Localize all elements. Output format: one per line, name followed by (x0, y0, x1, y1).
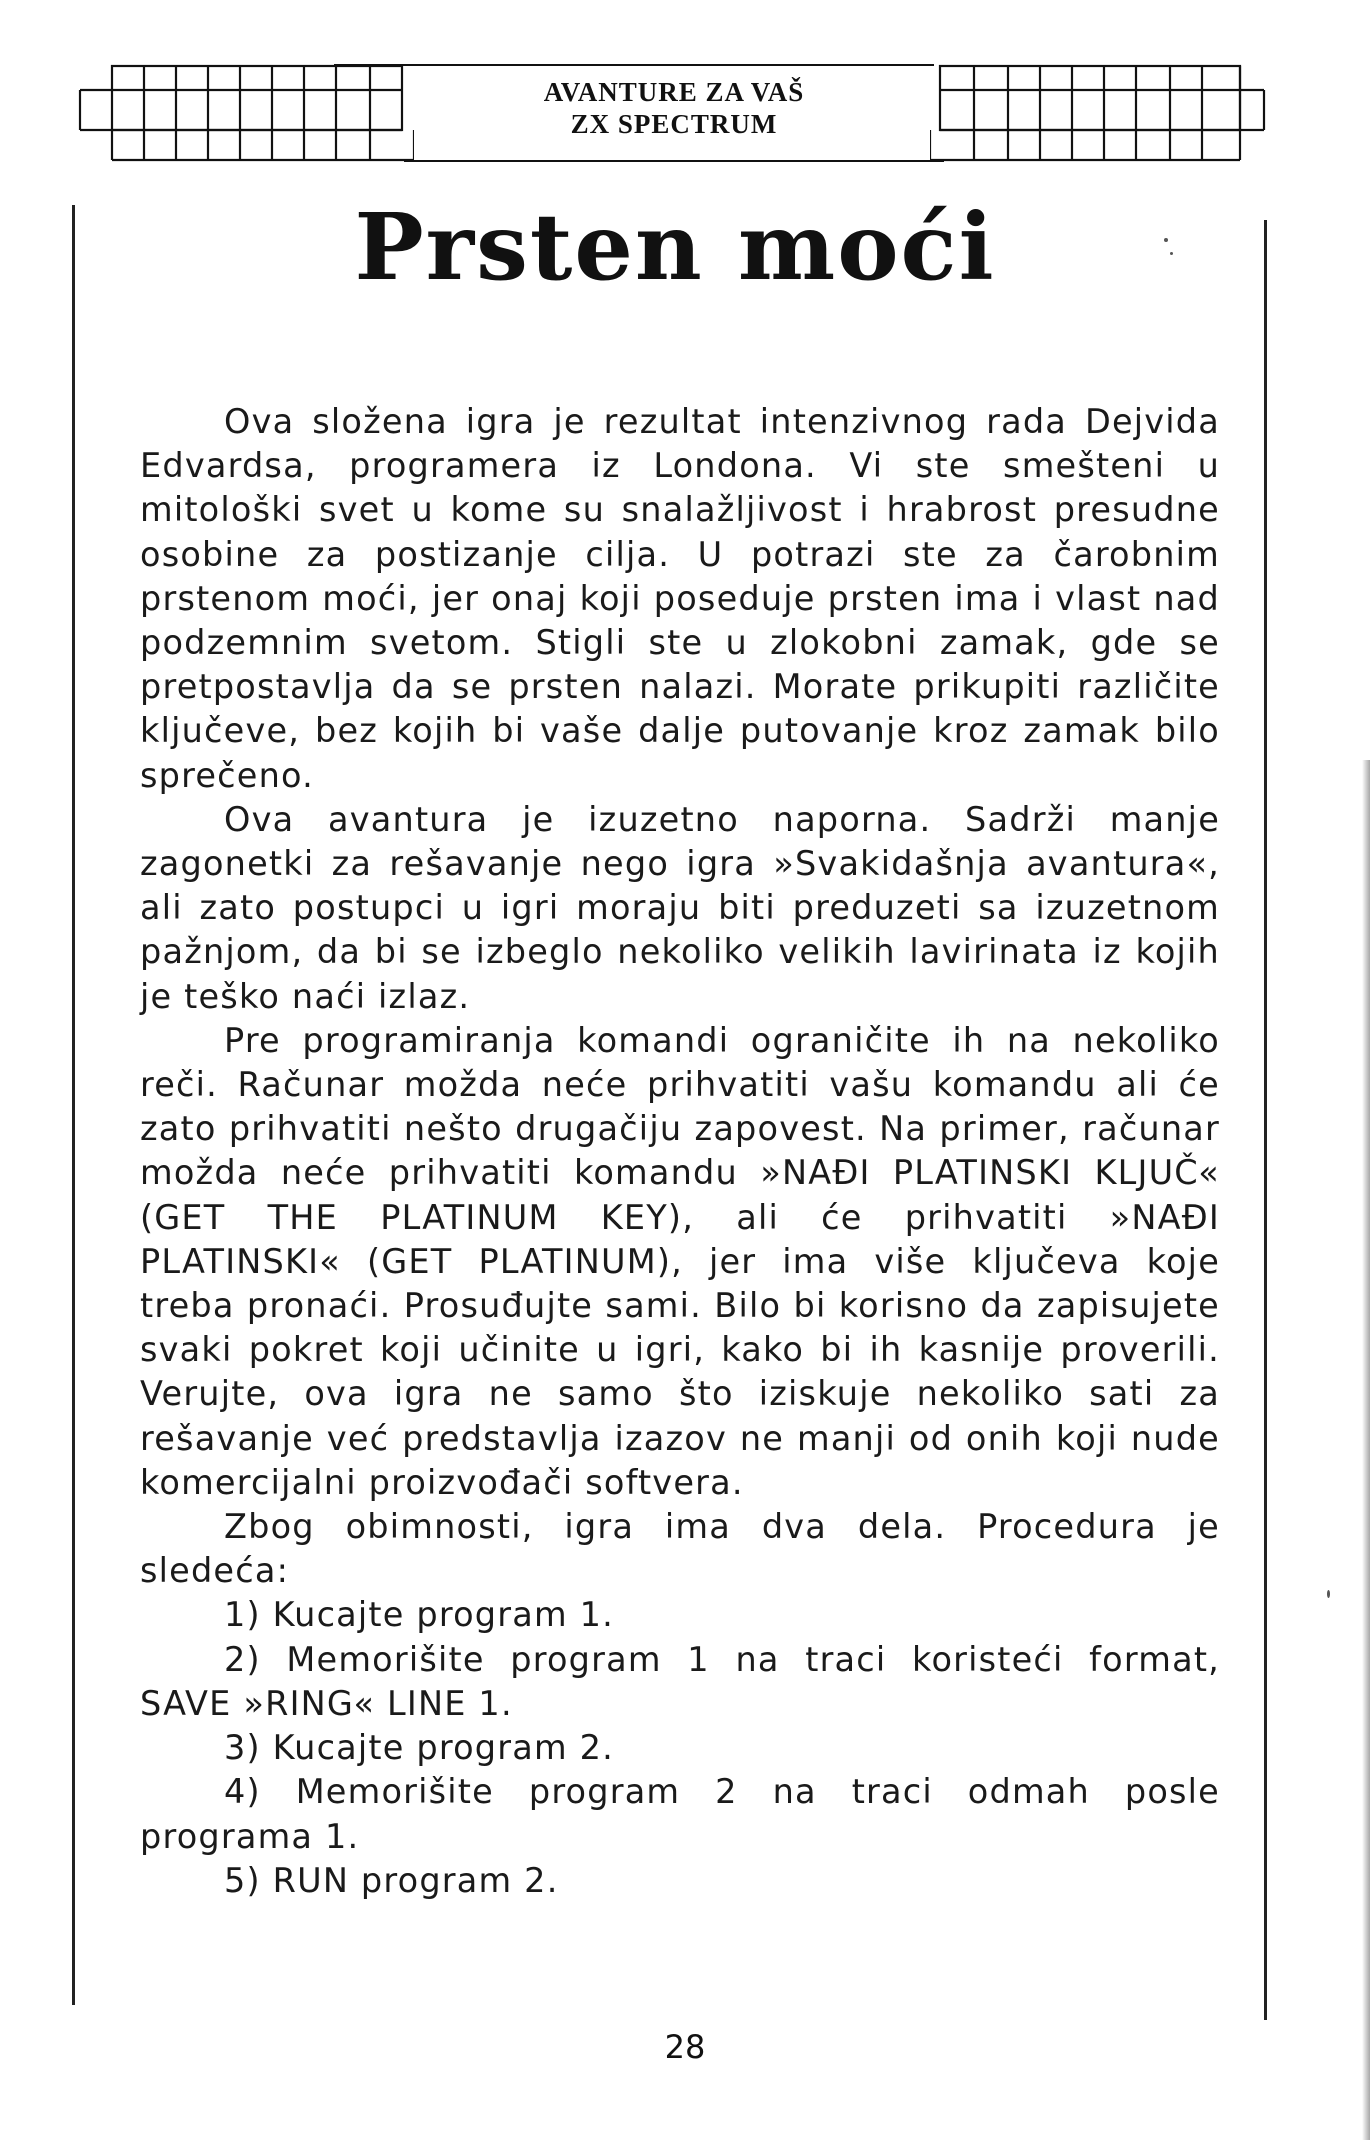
procedure-step-2: 2) Memorišite program 1 na traci koristeći format, SAVE »RING« LINE 1. (140, 1639, 1220, 1723)
procedure-step-5: 5) RUN program 2. (224, 1860, 559, 1900)
article-body (140, 400, 1220, 1903)
procedure-step-4: 4) Memorišite program 2 na traci odmah posle programa 1. (140, 1772, 1220, 1856)
paragraph-1: Ova složena igra je rezultat intenzivnog rada Dejvida Edvardsa, programera iz Londona. Vi ste smešteni u mitološki svet u kome su snalažljivost i hrabrost presudne osobine za postizanje cilja. U potrazi ste za čarobnim prstenom moći, jer onaj koji poseduje prsten ima i vlast nad podzemnim svetom. Stigli ste u zlokobni zamak, gde se pretpostavlja da se prsten nalazi. Morate prikupiti različite ključeve, bez kojih bi vaše dalje putovanje kroz zamak bilo sprečeno. (140, 402, 1220, 795)
section-header (74, 56, 1270, 164)
left-grid-ornament (74, 56, 414, 164)
page-number: 28 (664, 2028, 706, 2066)
procedure-step-1: 1) Kucajte program 1. (224, 1595, 615, 1635)
right-grid-ornament (930, 56, 1270, 164)
scan-speck (1327, 1590, 1330, 1598)
paragraph-3: Pre programiranja komandi ograničite ih na nekoliko reči. Računar možda neće prihvatiti vašu komandu ali će zato prihvatiti nešto drugačiju zapovest. Na primer, računar možda neće prihvatiti komandu »NAĐI PLATINSKI KLJUČ« (GET THE PLATINUM KEY), ali će prihvatiti »NAĐI PLATINSKI« (GET PLATINUM), jer ima više ključeva koje treba pronaći. Prosuđujte sami. Bilo bi korisno da zapisujete svaki pokret koji učinite u igri, kako bi ih kasnije proverili. Verujte, ova igra ne samo što iziskuje nekoliko sati za rešavanje već predstavlja izazov ne manji od onih koji nude komercijalni proizvođači softvera. (140, 1020, 1220, 1502)
scan-speck (1164, 238, 1168, 242)
scan-speck (1170, 252, 1173, 255)
header-title (404, 76, 944, 140)
header-underline (404, 160, 944, 162)
page-edge-shadow (1362, 760, 1370, 2140)
right-margin-rule (1264, 220, 1267, 2020)
header-overline (334, 64, 934, 66)
header-title-line-1: AVANTURE ZA VAŠ (543, 77, 805, 107)
header-title-line-2: ZX SPECTRUM (570, 109, 778, 139)
procedure-step-3: 3) Kucajte program 2. (224, 1728, 615, 1768)
paragraph-4: Zbog obimnosti, igra ima dva dela. Procedura je sledeća: (140, 1507, 1220, 1591)
paragraph-2: Ova avantura je izuzetno naporna. Sadrži manje zagonetki za rešavanje nego igra »Svakidašnja avantura«, ali zato postupci u igri moraju biti preduzeti sa izuzetnom pažnjom, da bi se izbeglo nekoliko velikih lavirinata iz kojih je teško naći izlaz. (140, 799, 1220, 1016)
page-title: Prsten moći (354, 193, 996, 301)
left-margin-rule (72, 205, 75, 2005)
